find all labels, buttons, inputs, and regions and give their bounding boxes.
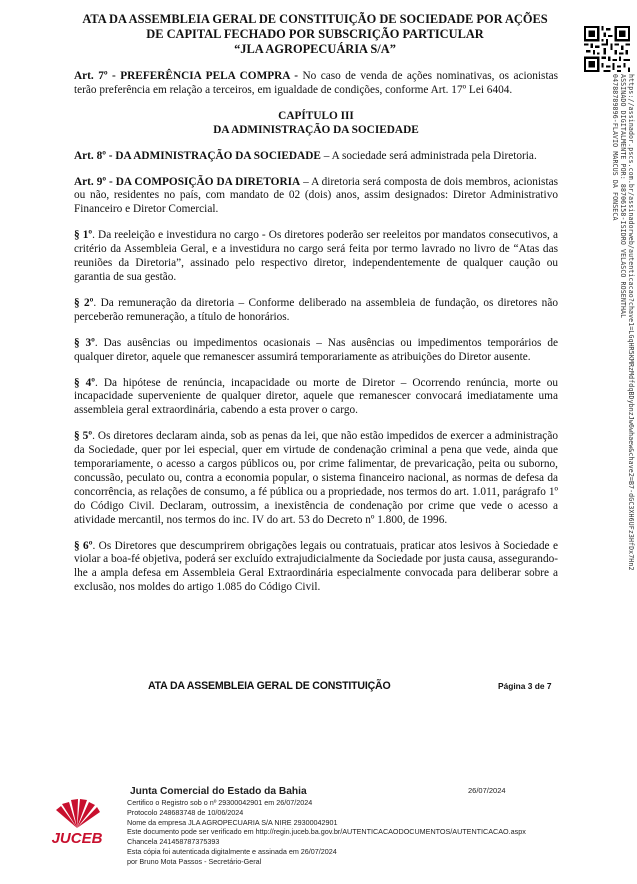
stamp-line: Chancela 241458787375393 (127, 837, 220, 847)
header-line-1: ATA DA ASSEMBLEIA GERAL DE CONSTITUIÇÃO DE SOCIEDADE POR AÇÕES (82, 12, 548, 26)
juceb-logo-text: JUCEB (51, 830, 103, 847)
stamp-date: 26/07/2024 (468, 786, 506, 795)
paragraph-2-text: . Da remuneração da diretoria – Conforme deliberado na assembleia de fundação, os diretores não perceberão remuneração, a título de honorários. (74, 296, 558, 323)
paragraph-4-text: . Da hipótese de renúncia, incapacidade ou morte de Diretor – Ocorrendo renúncia, morte ou incapacidade superveniente de qualquer diretor, aquele que remanescer convocará imediatamente uma assembleia geral extraordinária, cabendo a esta prover o cargo. (74, 376, 558, 417)
qr-code-icon (584, 26, 630, 72)
stamp-line: por Bruno Mota Passos - Secretário-Geral (127, 856, 262, 866)
paragraph-2-heading: § 2º (74, 296, 94, 309)
paragraph-6 (74, 540, 558, 596)
stamp-line: Certifico o Registro sob o nº 29300042901 em 26/07/2024 (127, 798, 313, 807)
chapter-title: DA ADMINISTRAÇÃO DA SOCIEDADE (213, 123, 419, 136)
paragraph-5-heading: § 5º (74, 430, 93, 443)
article-7-heading: Art. 7º - PREFERÊNCIA PELA COMPRA - (74, 70, 299, 82)
paragraph-1-text: . Da reeleição e investidura no cargo - Os diretores poderão ser reeleitos por mandatos consecutivos, a critério da Assembleia Geral, e a investidura no cargo será feita por termo lavrado no livro de “Atas das reuniões da Diretoria”, assinado pelo respectivo diretor, independentemente de qualquer caução ou garantia de sua gestão. (74, 229, 558, 283)
document-body (74, 70, 558, 607)
digital-signature-sidebar (609, 74, 635, 694)
article-8-text: – A sociedade será administrada pela Diretoria. (320, 149, 537, 162)
paragraph-2 (74, 297, 558, 325)
article-9 (74, 176, 558, 218)
page-number: Página 3 de 7 (498, 681, 552, 691)
juceb-logo (42, 794, 112, 850)
juceb-logo-icon (42, 794, 112, 832)
article-8 (74, 150, 558, 164)
stamp-organization: Junta Comercial do Estado da Bahia (130, 786, 307, 797)
paragraph-3 (74, 337, 558, 365)
article-7-text: No caso de venda de ações nominativas, os acionistas terão preferência em relação a terceiros, em igualdade de condições, conforme Art. 17º Lei 6404. (74, 70, 558, 96)
document-header (60, 12, 570, 57)
chapter-heading (74, 110, 558, 138)
article-8-heading: Art. 8º - DA ADMINISTRAÇÃO DA SOCIEDADE (74, 149, 321, 162)
paragraph-1 (74, 229, 558, 285)
article-7 (74, 70, 558, 98)
stamp-line: Protocolo 248683748 de 10/06/2024 (127, 807, 244, 817)
paragraph-5-text: . Os diretores declaram ainda, sob as penas da lei, que não estão impedidos de exercer a administração da Sociedade, quer por lei especial, quer em virtude de condenação criminal a pena que vede, ainda que temporariamente, o acesso a cargos públicos ou, por crime falimentar, de prevaricação, peita ou suborno, concussão, peculato ou, contra a economia popular, o sistema financeiro nacional, as normas de defesa da concorrência, as relações de consumo, a fé pública ou a propriedade, nos termos do art. 1.011, parágrafo 1º do Código Civil. Declaram, outrossim, a inexistência de condenação por crime que vede o acesso a atividade mercantil, nos termos do inc. IV do art. 53 do Decreto nº 1.800, de 1996. (74, 430, 558, 526)
paragraph-3-heading: § 3º (74, 336, 95, 349)
signature-line-2: ASSINADO DIGITALMENTE POR: 88706158-ISIDRO VELASCO ROSENTHAL (619, 74, 627, 319)
paragraph-4 (74, 377, 558, 419)
article-9-text: – A diretoria será composta de dois membros, acionistas ou não, residentes no país, com mandato de 02 (dois) anos, assim designados: Diretor Administrativo Financeiro e Diretor Comercial. (74, 175, 559, 216)
paragraph-4-heading: § 4º (74, 376, 96, 389)
stamp-line: Nome da empresa JLA AGROPECUARIA S/A NIRE 29300042901 (127, 817, 338, 827)
paragraph-6-heading: § 6º (74, 539, 93, 552)
header-line-2: DE CAPITAL FECHADO POR SUBSCRIÇÃO PARTICULAR (146, 27, 484, 41)
paragraph-3-text: . Das ausências ou impedimentos ocasionais – Nas ausências ou impedimentos temporários de qualquer diretor, aquele que remanescer assumirá temporariamente as atribuições do Diretor ausente. (74, 336, 559, 363)
footer-title: ATA DA ASSEMBLEIA GERAL DE CONSTITUIÇÃO (148, 680, 391, 692)
registration-stamp (0, 778, 637, 884)
paragraph-5 (74, 430, 558, 527)
paragraph-1-heading: § 1º (74, 229, 93, 242)
paragraph-6-text: . Os Diretores que descumprirem obrigações legais ou contratuais, praticar atos lesivos à Sociedade e violar a boa-fé objetiva, poderá ser excluído extrajudicialmente da Sociedade por justa causa, assegurando-lhe a ampla defesa em Assembleia Geral Extraordinária especialmente convocada para deliberar sobre a exclusão, nos moldes do artigo 1.085 do Código Civil. (74, 539, 559, 594)
stamp-verification-link[interactable]: Este documento pode ser verificado em http://regin.juceb.ba.gov.br/AUTENTICACAODOCUMENTOS/AUTENTICACAO.aspx (127, 827, 526, 837)
stamp-details (127, 798, 526, 867)
stamp-line: Esta cópia foi autenticada digitalmente e assinada em 26/07/2024 (127, 846, 337, 856)
signature-url[interactable]: https://assinador.pscs.com.br/assinadorweb/autenticacao?chave1=LGqHR5KMRzMdfdqBDybnzJw6whaew&chave2=B7-dGC3XH6UFz3HfDx7Hn2 (627, 74, 635, 571)
chapter-number: CAPÍTULO III (278, 109, 354, 122)
signature-line-3: 04788789896-FLAVIO MARCUS DA FONSECA (611, 74, 619, 221)
article-9-heading: Art. 9º - DA COMPOSIÇÃO DA DIRETORIA (74, 175, 301, 188)
header-line-3: “JLA AGROPECUÁRIA S/A” (234, 42, 396, 56)
